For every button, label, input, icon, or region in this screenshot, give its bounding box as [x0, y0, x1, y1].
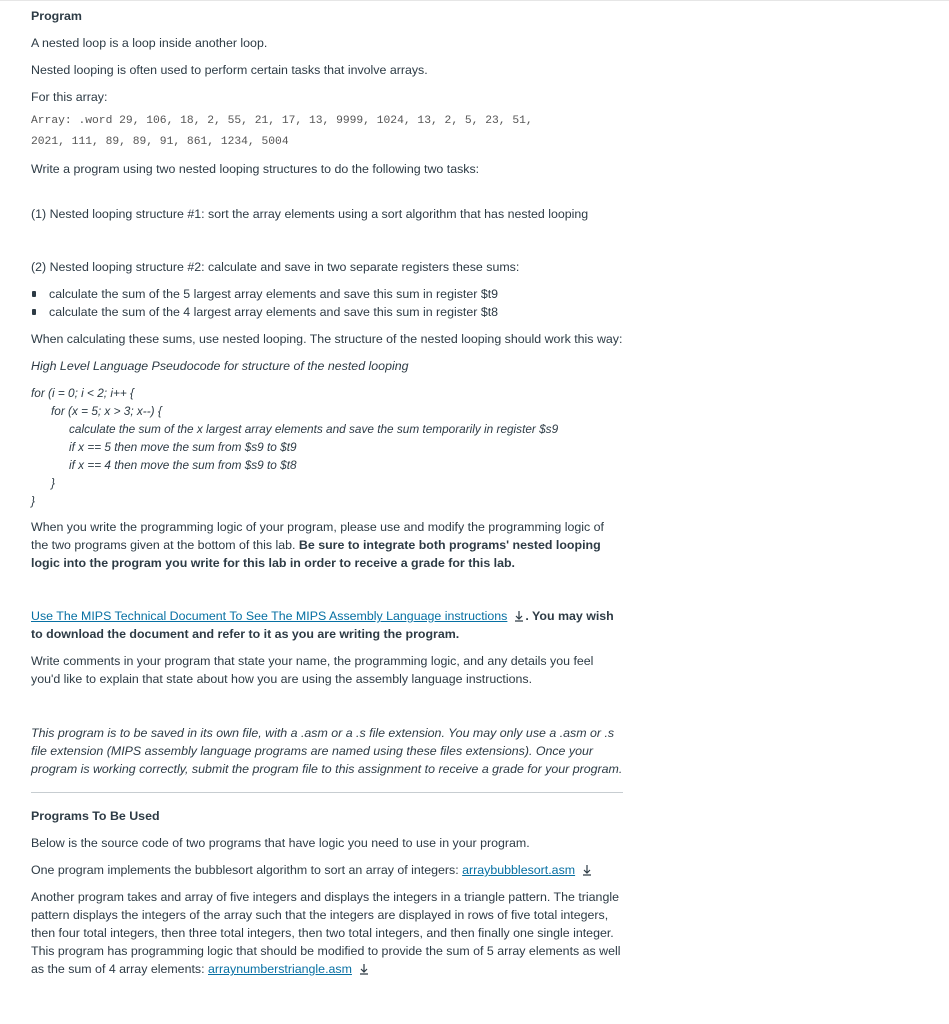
mips-after-text: . You may wish to download the document and refer to it as you are writing the program.	[31, 609, 614, 641]
pseudo-line-7: }	[31, 494, 35, 508]
task-1: (1) Nested looping structure #1: sort the array elements using a sort algorithm that has nested looping	[31, 207, 589, 221]
task-intro: Write a program using two nested looping structures to do the following two tasks:	[31, 162, 480, 176]
array-line-1: Array: .word 29, 106, 18, 2, 55, 21, 17, 13, 9999, 1024, 13, 2, 5, 23, 51,	[31, 115, 533, 127]
pseudo-line-5: if x == 4 then move the sum from $s9 to $t8	[69, 458, 297, 472]
intro-line-2: Nested looping is often used to perform certain tasks that involve arrays.	[31, 63, 428, 77]
pseudo-line-2: for (x = 5; x > 3; x--) {	[51, 404, 162, 418]
array-line-2: 2021, 111, 89, 89, 91, 861, 1234, 5004	[31, 136, 289, 148]
calc-note: When calculating these sums, use nested looping. The structure of the nested looping should work this way:	[31, 332, 623, 346]
bubblesort-link[interactable]: arraybubblesort.asm	[462, 863, 576, 877]
top-divider	[0, 0, 949, 1]
mips-document-link[interactable]: Use The MIPS Technical Document To See The MIPS Assembly Language instructions	[31, 609, 508, 623]
sum-bullet-list	[31, 285, 623, 321]
assignment-content	[31, 7, 623, 978]
programs-heading: Programs To Be Used	[31, 809, 160, 823]
mips-paragraph	[31, 607, 623, 643]
download-icon[interactable]	[513, 610, 525, 622]
pseudo-line-3: calculate the sum of the x largest array elements and save the sum temporarily in register $s9	[69, 422, 559, 436]
modify-bold-text: Be sure to integrate both programs' nested looping logic into the program you write for this lab in order to receive a grade for this lab.	[31, 538, 601, 570]
bullet-item-1: calculate the sum of the 5 largest array elements and save this sum in register $t9	[31, 285, 623, 303]
intro-line-3: For this array:	[31, 90, 108, 104]
programs-intro: Below is the source code of two programs that have logic you need to use in your program.	[31, 836, 530, 850]
pseudo-line-1: for (i = 0; i < 2; i++ {	[31, 386, 134, 400]
save-paragraph: This program is to be saved in its own file, with a .asm or a .s file extension. You may only use a .asm or .s file extension (MIPS assembly language programs are named using these files extensions). Once your program is working correctly, submit the program file to this assignment to receive a grade for your program.	[31, 726, 623, 776]
triangle-link[interactable]: arraynumberstriangle.asm	[208, 962, 352, 976]
comments-paragraph: Write comments in your program that state your name, the programming logic, and any details you feel you'd like to explain that state about how you are using the assembly language instructions.	[31, 654, 594, 686]
pseudo-line-6: }	[51, 476, 55, 490]
triangle-paragraph	[31, 888, 623, 978]
program-heading: Program	[31, 9, 82, 23]
pseudocode-title: High Level Language Pseudocode for structure of the nested looping	[31, 359, 409, 373]
task-2: (2) Nested looping structure #2: calculate and save in two separate registers these sums:	[31, 260, 520, 274]
download-icon[interactable]	[581, 864, 593, 876]
array-code-block	[31, 111, 623, 153]
bullet-item-2: calculate the sum of the 4 largest array elements and save this sum in register $t8	[31, 303, 623, 321]
pseudo-line-4: if x == 5 then move the sum from $s9 to $t9	[69, 440, 297, 454]
pseudocode-block	[31, 384, 623, 510]
triangle-text: Another program takes and array of five integers and displays the integers in a triangle pattern. The triangle pattern displays the integers of the array such that the integers are displayed in rows of five total integers, then four total integers, then three total integers, then two total integers, and then finally one single integer. This program has programming logic that should be modified to provide the sum of 5 array elements as well as the sum of 4 array elements:	[31, 890, 621, 976]
section-divider	[31, 792, 623, 793]
modify-paragraph	[31, 518, 623, 572]
bubblesort-text: One program implements the bubblesort algorithm to sort an array of integers:	[31, 863, 463, 877]
intro-line-1: A nested loop is a loop inside another loop.	[31, 36, 268, 50]
modify-text: When you write the programming logic of your program, please use and modify the programming logic of the two programs given at the bottom of this lab.	[31, 520, 605, 552]
bubblesort-paragraph	[31, 861, 623, 879]
download-icon[interactable]	[358, 963, 370, 975]
